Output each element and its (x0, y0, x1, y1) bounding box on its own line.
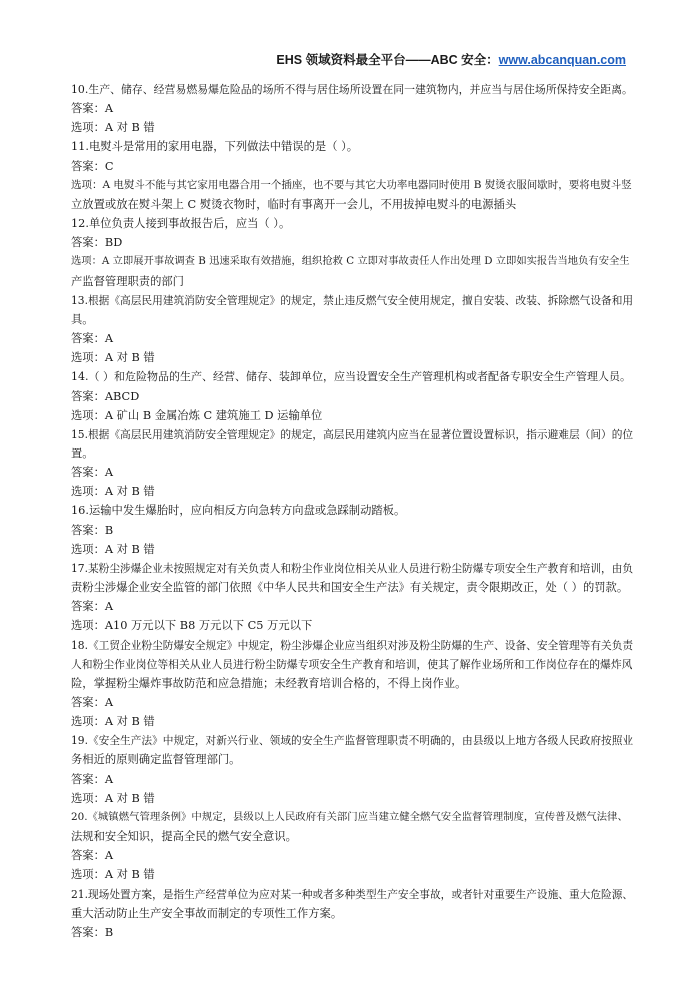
question-text-line: 15.根据《高层民用建筑消防安全管理规定》的规定，高层民用建筑内应当在显著位置设置标识，指示避难层（间）的位 (71, 427, 633, 441)
options-line: 选项：A 对 B 错 (71, 351, 155, 365)
question-text-line: 法规和安全知识，提高全民的燃气安全意识。 (71, 830, 297, 844)
question-text-line: 10.生产、储存、经营易燃易爆危险品的场所不得与居住场所设置在同一建筑物内，并应当与居住场所保持安全距离。 (71, 83, 633, 96)
question-text-line: 立放置或放在熨斗架上 C 熨烫衣物时，临时有事离开一会儿，不用拔掉电熨斗的电源插头 (71, 197, 517, 211)
question-text-line: 置。 (71, 446, 94, 460)
answer-line: 答案：A (71, 696, 114, 709)
options-line: 选项：A 矿山 B 金属冶炼 C 建筑施工 D 运输单位 (71, 408, 323, 422)
answer-line: 答案：BD (71, 236, 123, 250)
answer-line: 答案：B (71, 523, 114, 537)
options-line: 选项：A 对 B 错 (71, 715, 155, 729)
question-text-line: 11.电熨斗是常用的家用电器，下列做法中错误的是（ ）。 (71, 140, 359, 154)
header-site-link[interactable]: www.abcanquan.com (498, 53, 626, 67)
question-text-line: 人和粉尘作业岗位等相关从业人员进行粉尘防爆专项安全生产教育和培训，使其了解作业场所和工作岗位存在的爆炸风 (71, 657, 633, 671)
question-text-line: 险，掌握粉尘爆炸事故防范和应急措施；未经教育培训合格的，不得上岗作业。 (71, 676, 467, 690)
answer-line: 答案：A (71, 772, 114, 786)
question-text-line: 20.《城镇燃气管理条例》中规定，县级以上人民政府有关部门应当建立健全燃气安全监督管理制度，宣传普及燃气法律、 (71, 810, 628, 823)
question-text-line: 16.运输中发生爆胎时，应向相反方向急转方向盘或急踩制动踏板。 (71, 504, 406, 518)
question-text-line: 18.《工贸企业粉尘防爆安全规定》中规定，粉尘涉爆企业应当组织对涉及粉尘防爆的生产、设备、安全管理等有关负责 (71, 638, 633, 652)
answer-line: 答案：A (71, 102, 114, 116)
question-text-line: 14.（ ）和危险物品的生产、经营、储存、装卸单位，应当设置安全生产管理机构或者配备专职安全生产管理人员。 (71, 370, 631, 384)
options-line: 选项：A 电熨斗不能与其它家用电器合用一个插座，也不要与其它大功率电器同时使用 B 熨烫衣服间歇时，要将电熨斗竖 (71, 178, 632, 191)
options-line: 选项：A10 万元以下 B8 万元以下 C5 万元以下 (71, 619, 313, 633)
options-line: 选项：A 对 B 错 (71, 121, 155, 135)
question-text-line: 12.单位负责人接到事故报告后，应当（ ）。 (71, 217, 291, 231)
answer-line: 答案：C (71, 159, 114, 173)
question-text-line: 务相近的原则确定监督管理部门。 (71, 753, 241, 767)
question-text-line: 责粉尘涉爆企业安全监管的部门依照《中华人民共和国安全生产法》有关规定，责令限期改正，处（ ）的罚款。 (71, 581, 629, 595)
question-text-line: 具。 (71, 312, 94, 326)
answer-line: 答案：ABCD (71, 389, 140, 403)
question-text-line: 17.某粉尘涉爆企业未按照规定对有关负责人和粉尘作业岗位相关从业人员进行粉尘防爆专项安全生产教育和培训，由负 (71, 561, 633, 575)
options-line: 选项：A 对 B 错 (71, 868, 155, 882)
answer-line: 答案：A (71, 849, 114, 863)
question-text-line: 重大活动防止生产安全事故而制定的专项性工作方案。 (71, 906, 343, 920)
options-line: 选项：A 立即展开事故调查 B 迅速采取有效措施，组织抢救 C 立即对事故责任人作出处理 D 立即如实报告当地负有安全生 (71, 255, 630, 268)
question-text-line: 13.根据《高层民用建筑消防安全管理规定》的规定，禁止违反燃气安全使用规定，擅自安装、改装、拆除燃气设备和用 (71, 293, 633, 307)
question-text-line: 21.现场处置方案，是指生产经营单位为应对某一种或者多种类型生产安全事故，或者针对重要生产设施、重大危险源、 (71, 887, 633, 901)
options-line: 选项：A 对 B 错 (71, 485, 155, 499)
answer-line: 答案：A (71, 466, 114, 480)
page-header (276, 50, 626, 68)
document-body (71, 80, 633, 942)
question-text-line: 19.《安全生产法》中规定，对新兴行业、领域的安全生产监督管理职责不明确的，由县级以上地方各级人民政府按照业 (71, 734, 633, 748)
question-text-line: 产监督管理职责的部门 (71, 274, 184, 288)
answer-line: 答案：A (71, 600, 114, 614)
answer-line: 答案：B (71, 925, 114, 939)
options-line: 选项：A 对 B 错 (71, 542, 155, 556)
header-prefix: EHS 领域资料最全平台——ABC 安全： (276, 53, 499, 67)
options-line: 选项：A 对 B 错 (71, 791, 155, 805)
answer-line: 答案：A (71, 332, 114, 346)
